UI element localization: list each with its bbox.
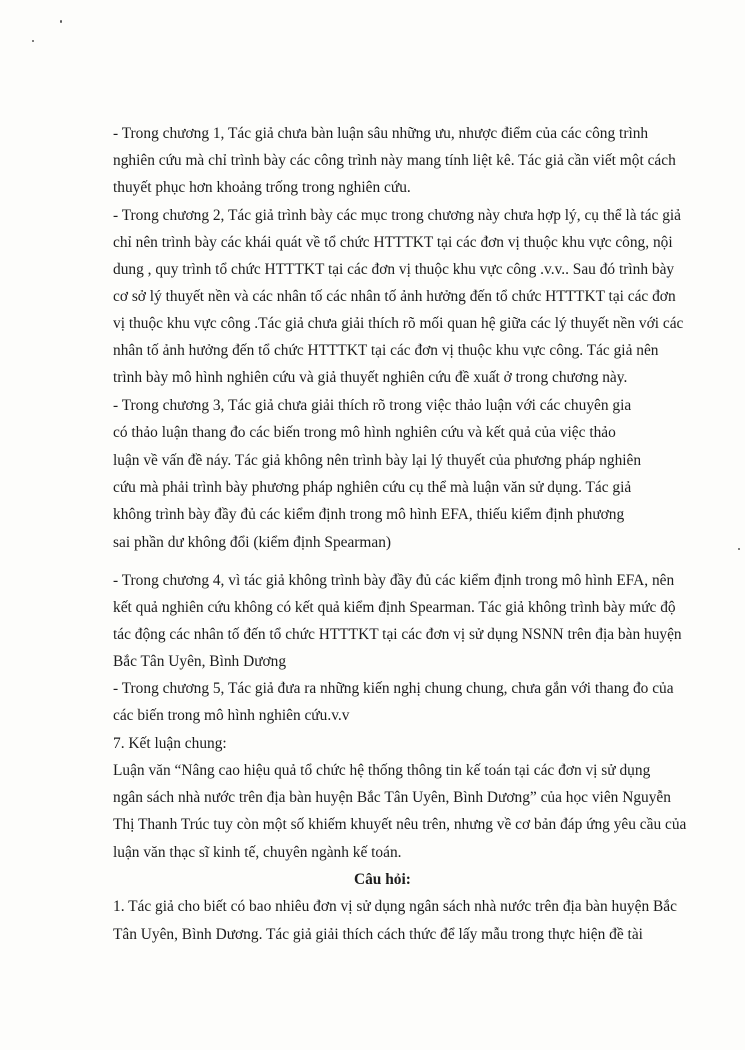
text-line: luận văn thạc sĩ kinh tế, chuyên ngành kế toán. bbox=[113, 844, 402, 861]
text-line: dung , quy trình tổ chức HTTTKT tại các đơn vị thuộc khu vực công .v.v.. Sau đó trình bày bbox=[113, 261, 675, 278]
scan-speck bbox=[60, 20, 62, 23]
text-line: - Trong chương 1, Tác giả chưa bàn luận sâu những ưu, nhược điểm của các công trình bbox=[113, 125, 649, 142]
text-line: các biến trong mô hình nghiên cứu.v.v bbox=[113, 707, 350, 724]
text-line: kết quả nghiên cứu không có kết quả kiểm định Spearman. Tác giả không trình bày mức độ bbox=[113, 599, 676, 616]
text-line: luận về vấn đề náy. Tác giả không nên trình bày lại lý thuyết của phương pháp nghiên bbox=[113, 452, 642, 469]
text-line: tác động các nhân tố đến tổ chức HTTTKT tại các đơn vị sử dụng NSNN trên địa bàn huyện bbox=[113, 626, 682, 643]
text-line: nghiên cứu mà chỉ trình bày các công trình này mang tính liệt kê. Tác giả cần viết một cách bbox=[113, 152, 676, 169]
text-line: - Trong chương 4, vì tác giả không trình bày đầy đủ các kiểm định trong mô hình EFA, nên bbox=[113, 572, 675, 589]
text-line: vị thuộc khu vực công .Tác giả chưa giải thích rõ mối quan hệ giữa các lý thuyết nền với các bbox=[113, 315, 684, 332]
text-line: - Trong chương 2, Tác giả trình bày các mục trong chương này chưa hợp lý, cụ thể là tác giả bbox=[113, 207, 682, 224]
questions-heading: Câu hỏi: bbox=[354, 871, 411, 888]
text-line: Bắc Tân Uyên, Bình Dương bbox=[113, 653, 287, 670]
scan-speck bbox=[32, 40, 34, 42]
text-line: cơ sở lý thuyết nền và các nhân tố các nhân tố ảnh hưởng đến tổ chức HTTTKT tại các đơn bbox=[113, 288, 676, 305]
text-line: trình bày mô hình nghiên cứu và giả thuyết nghiên cứu đề xuất ở trong chương này. bbox=[113, 369, 628, 386]
text-line: không trình bày đầy đủ các kiểm định trong mô hình EFA, thiếu kiểm định phương bbox=[113, 506, 625, 523]
text-line: Thị Thanh Trúc tuy còn một số khiếm khuyết nêu trên, nhưng về cơ bản đáp ứng yêu cầu của bbox=[113, 816, 687, 833]
text-line: cứu mà phải trình bày phương pháp nghiên cứu cụ thể mà luận văn sử dụng. Tác giả bbox=[113, 479, 632, 496]
text-line: chỉ nên trình bày các khái quát về tổ chức HTTTKT tại các đơn vị thuộc khu vực công, nội bbox=[113, 234, 673, 251]
text-line: 1. Tác giả cho biết có bao nhiêu đơn vị sử dụng ngân sách nhà nước trên địa bàn huyện Bắc bbox=[113, 898, 677, 915]
text-line: - Trong chương 3, Tác giả chưa giải thích rõ trong việc thảo luận với các chuyên gia bbox=[113, 397, 632, 414]
text-line: - Trong chương 5, Tác giả đưa ra những kiến nghị chung chung, chưa gắn với thang đo của bbox=[113, 680, 674, 697]
text-line: Luận văn “Nâng cao hiệu quả tổ chức hệ thống thông tin kế toán tại các đơn vị sử dụng bbox=[113, 762, 651, 779]
text-line: sai phần dư không đổi (kiểm định Spearman) bbox=[113, 534, 392, 551]
text-line: có thảo luận thang đo các biến trong mô hình nghiên cứu và kết quả của việc thảo bbox=[113, 424, 616, 441]
text-line: thuyết phục hơn khoảng trống trong nghiên cứu. bbox=[113, 179, 411, 196]
section-heading: 7. Kết luận chung: bbox=[113, 735, 227, 752]
text-line: ngân sách nhà nước trên địa bàn huyện Bắc Tân Uyên, Bình Dương” của học viên Nguyễn bbox=[113, 789, 671, 806]
scan-speck bbox=[738, 548, 740, 550]
text-line: Tân Uyên, Bình Dương. Tác giả giải thích cách thức để lấy mẫu trong thực hiện đề tài bbox=[113, 926, 643, 943]
text-line: nhân tố ảnh hưởng đến tổ chức HTTTKT tại các đơn vị thuộc khu vực công. Tác giả nên bbox=[113, 342, 659, 359]
